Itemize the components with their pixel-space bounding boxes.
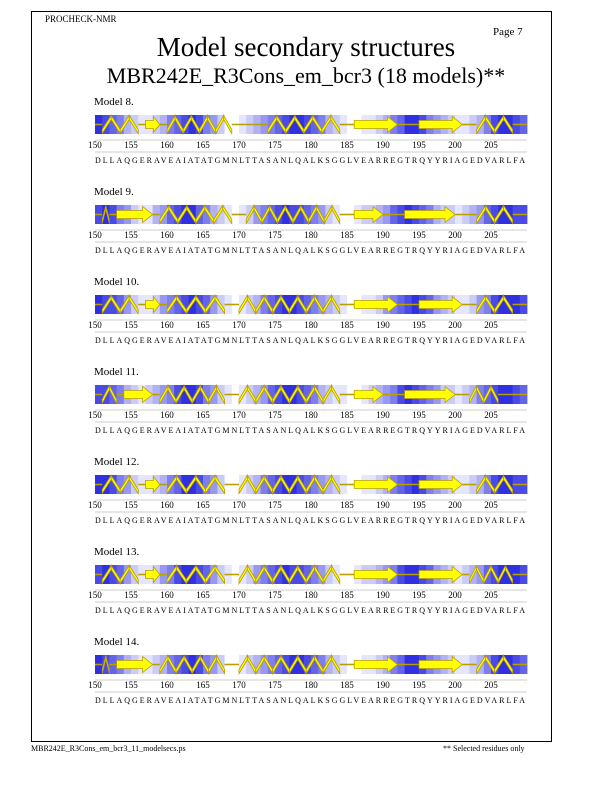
residue-tick-label: 150 [88, 500, 102, 510]
residue-tick-label: 170 [232, 320, 246, 330]
model-label: Model 12. [94, 456, 140, 468]
residue-tick-label: 195 [412, 590, 426, 600]
residue-tick-label: 150 [88, 680, 102, 690]
residue-tick-label: 180 [304, 590, 318, 600]
residue-sequence: DLLAQGERAVEAIATATGMNLTTASANLQALKSGGLVEARREGTRQYYRIAGEDVARLFA [95, 246, 526, 255]
residue-tick-label: 175 [268, 140, 282, 150]
residue-tick-label: 155 [124, 500, 138, 510]
residue-tick-label: 200 [448, 140, 462, 150]
residue-tick-label: 155 [124, 230, 138, 240]
residue-tick-label: 160 [160, 680, 174, 690]
residue-tick-label: 170 [232, 590, 246, 600]
page-subtitle: MBR242E_R3Cons_em_bcr3 (18 models)** [106, 63, 506, 88]
model-label: Model 9. [94, 186, 134, 198]
residue-tick-label: 205 [484, 320, 498, 330]
residue-sequence: DLLAQGERAVEAIATATGMNLTTASANLQALKSGGLVEARREGTRQYYRIAGEDVARLFA [95, 516, 526, 525]
residue-tick-label: 205 [484, 140, 498, 150]
residue-tick-label: 195 [412, 140, 426, 150]
residue-tick-label: 170 [232, 680, 246, 690]
residue-tick-label: 160 [160, 500, 174, 510]
residue-tick-label: 190 [376, 140, 390, 150]
residue-tick-label: 205 [484, 410, 498, 420]
residue-tick-label: 190 [376, 590, 390, 600]
model-panel [85, 636, 530, 716]
page-number: Page 7 [493, 26, 523, 38]
residue-tick-label: 200 [448, 320, 462, 330]
residue-tick-label: 150 [88, 410, 102, 420]
residue-tick-label: 185 [340, 140, 354, 150]
residue-tick-label: 170 [232, 140, 246, 150]
model-label: Model 11. [94, 366, 139, 378]
residue-tick-label: 150 [88, 320, 102, 330]
residue-tick-label: 150 [88, 140, 102, 150]
secondary-structure-plot [85, 290, 530, 356]
residue-tick-label: 205 [484, 590, 498, 600]
residue-tick-label: 155 [124, 140, 138, 150]
residue-tick-label: 155 [124, 590, 138, 600]
residue-tick-label: 165 [196, 500, 210, 510]
residue-tick-label: 185 [340, 500, 354, 510]
residue-tick-label: 195 [412, 500, 426, 510]
footer-filename: MBR242E_R3Cons_em_bcr3_11_modelsecs.ps [31, 744, 186, 753]
residue-tick-label: 175 [268, 320, 282, 330]
residue-tick-label: 155 [124, 320, 138, 330]
residue-tick-label: 165 [196, 230, 210, 240]
residue-sequence: DLLAQGERAVEAIATATGMNLTTASANLQALKSGGLVEARREGTRQYYRIAGEDVARLFA [95, 336, 526, 345]
secondary-structure-plot [85, 650, 530, 716]
residue-tick-label: 180 [304, 410, 318, 420]
residue-tick-label: 205 [484, 680, 498, 690]
secondary-structure-plot [85, 560, 530, 626]
residue-tick-label: 205 [484, 230, 498, 240]
residue-tick-label: 190 [376, 320, 390, 330]
residue-tick-label: 200 [448, 590, 462, 600]
residue-tick-label: 195 [412, 320, 426, 330]
model-label: Model 8. [94, 96, 134, 108]
residue-tick-label: 205 [484, 500, 498, 510]
residue-tick-label: 170 [232, 230, 246, 240]
residue-tick-label: 200 [448, 680, 462, 690]
residue-tick-label: 180 [304, 680, 318, 690]
secondary-structure-plot [85, 470, 530, 536]
model-panel [85, 546, 530, 626]
residue-tick-label: 175 [268, 500, 282, 510]
residue-tick-label: 175 [268, 680, 282, 690]
residue-tick-label: 190 [376, 680, 390, 690]
residue-sequence: DLLAQGERAVEAIATATGMNLTTASANLQALKSGGLVEARREGTRQYYRIAGEDVARLFA [95, 696, 526, 705]
model-label: Model 13. [94, 546, 140, 558]
page-title: Model secondary structures [156, 32, 456, 62]
residue-tick-label: 180 [304, 230, 318, 240]
residue-tick-label: 165 [196, 320, 210, 330]
residue-tick-label: 175 [268, 410, 282, 420]
residue-tick-label: 150 [88, 590, 102, 600]
residue-tick-label: 195 [412, 680, 426, 690]
model-panel [85, 96, 530, 176]
residue-tick-label: 165 [196, 410, 210, 420]
residue-tick-label: 160 [160, 590, 174, 600]
residue-tick-label: 190 [376, 410, 390, 420]
residue-tick-label: 155 [124, 680, 138, 690]
residue-tick-label: 185 [340, 410, 354, 420]
model-label: Model 10. [94, 276, 140, 288]
residue-tick-label: 165 [196, 590, 210, 600]
residue-tick-label: 160 [160, 320, 174, 330]
secondary-structure-plot [85, 200, 530, 266]
residue-tick-label: 160 [160, 410, 174, 420]
residue-tick-label: 200 [448, 500, 462, 510]
residue-tick-label: 195 [412, 230, 426, 240]
residue-tick-label: 185 [340, 320, 354, 330]
residue-tick-label: 185 [340, 230, 354, 240]
residue-sequence: DLLAQGERAVEAIATATGMNLTTASANLQALKSGGLVEARREGTRQYYRIAGEDVARLFA [95, 156, 526, 165]
residue-tick-label: 185 [340, 680, 354, 690]
residue-tick-label: 190 [376, 230, 390, 240]
residue-sequence: DLLAQGERAVEAIATATGMNLTTASANLQALKSGGLVEARREGTRQYYRIAGEDVARLFA [95, 606, 526, 615]
residue-sequence: DLLAQGERAVEAIATATGMNLTTASANLQALKSGGLVEARREGTRQYYRIAGEDVARLFA [95, 426, 526, 435]
model-panel [85, 366, 530, 446]
residue-tick-label: 200 [448, 410, 462, 420]
residue-tick-label: 150 [88, 230, 102, 240]
residue-tick-label: 175 [268, 230, 282, 240]
residue-tick-label: 165 [196, 140, 210, 150]
residue-tick-label: 175 [268, 590, 282, 600]
residue-tick-label: 160 [160, 140, 174, 150]
residue-tick-label: 180 [304, 140, 318, 150]
residue-tick-label: 180 [304, 500, 318, 510]
residue-tick-label: 180 [304, 320, 318, 330]
residue-tick-label: 170 [232, 410, 246, 420]
model-panel [85, 186, 530, 266]
secondary-structure-plot [85, 380, 530, 446]
residue-tick-label: 200 [448, 230, 462, 240]
program-name: PROCHECK-NMR [45, 14, 117, 24]
residue-tick-label: 190 [376, 500, 390, 510]
secondary-structure-plot [85, 110, 530, 176]
residue-tick-label: 155 [124, 410, 138, 420]
model-panel [85, 456, 530, 536]
model-label: Model 14. [94, 636, 140, 648]
residue-tick-label: 160 [160, 230, 174, 240]
model-panel [85, 276, 530, 356]
footer-note: ** Selected residues only [443, 744, 525, 753]
residue-tick-label: 170 [232, 500, 246, 510]
residue-tick-label: 195 [412, 410, 426, 420]
residue-tick-label: 165 [196, 680, 210, 690]
residue-tick-label: 185 [340, 590, 354, 600]
